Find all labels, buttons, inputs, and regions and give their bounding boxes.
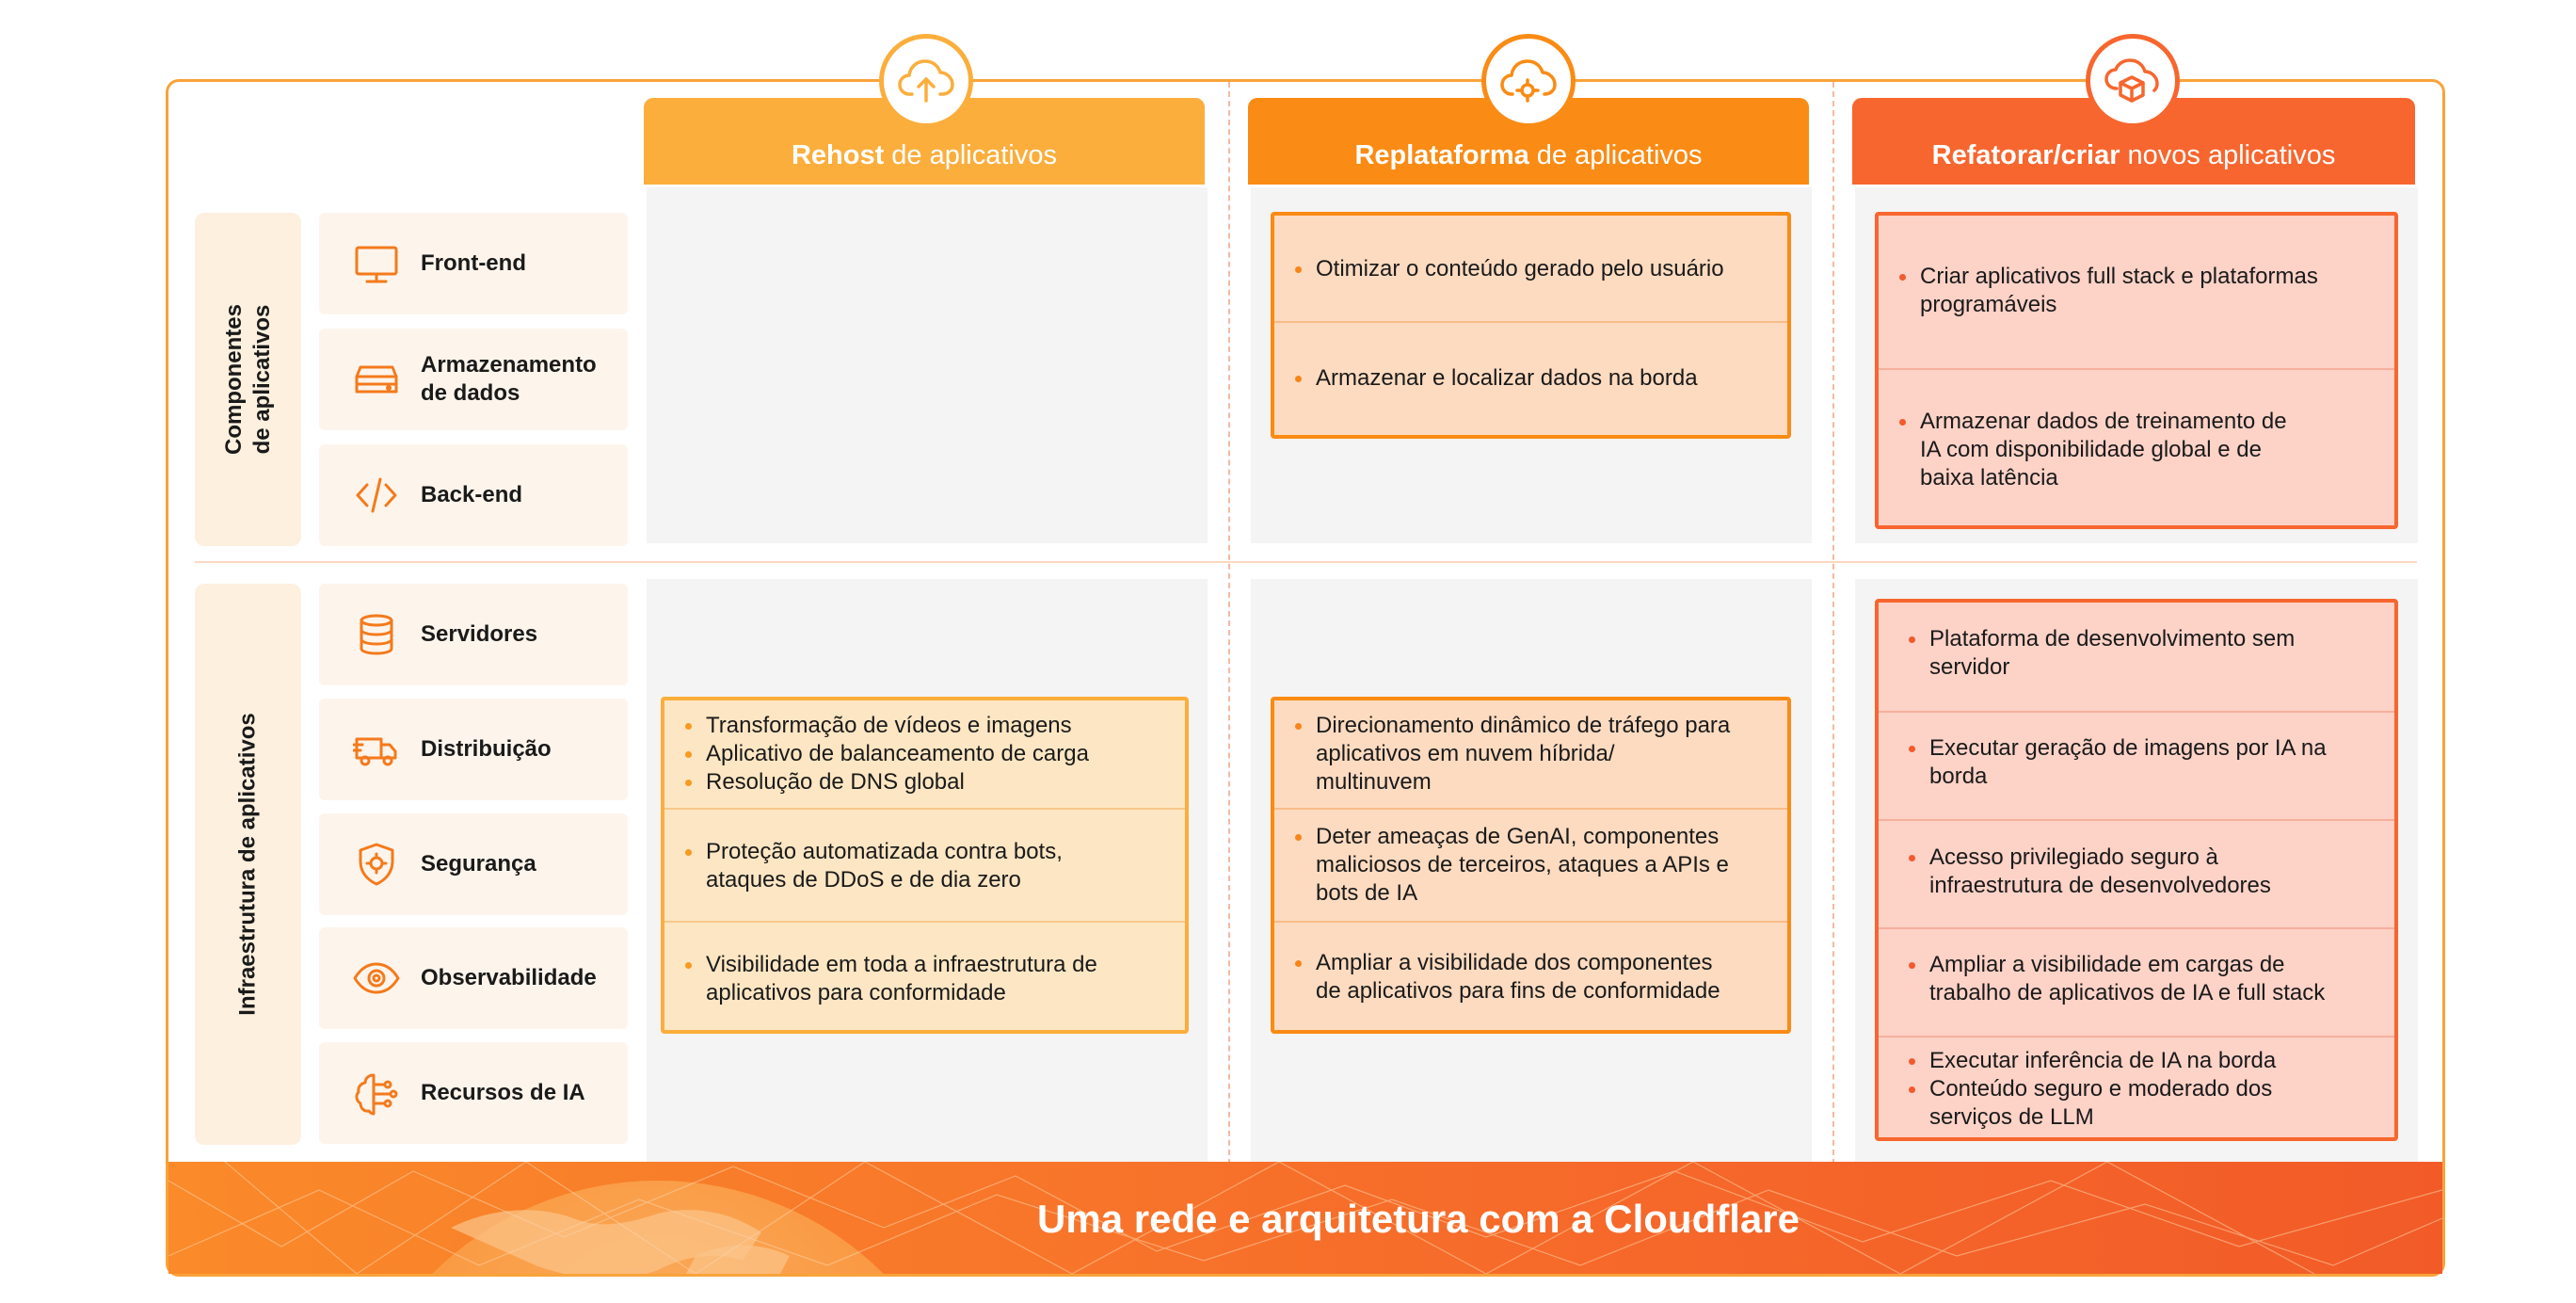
list-item: Armazenar dados de treinamento de IA com disponibilidade global e de baixa latência (1879, 408, 2394, 492)
shield-gear-icon (353, 841, 400, 888)
rehost-column-bg (647, 187, 1208, 543)
rehost-infra-box (661, 697, 1189, 1034)
database-icon (353, 611, 400, 658)
delivery-truck-icon (353, 726, 400, 773)
refatorar-infra-box (1875, 599, 2398, 1141)
row-label: Armazenamento de dados (421, 352, 597, 406)
list-item: Conteúdo seguro e moderado dos serviços de LLM (1879, 1075, 2394, 1132)
column-header-refatorar: Refatorar/criar novos aplicativos (1852, 98, 2415, 185)
list-item: Executar inferência de IA na borda (1879, 1047, 2394, 1075)
list-item: Aplicativo de balanceamento de carga (664, 740, 1185, 768)
list-item: Ampliar a visibilidade dos componentes de aplicativos para fins de conformidade (1274, 949, 1787, 1005)
row-label: Front-end (421, 250, 526, 276)
column-divider (1228, 82, 1230, 1165)
column-header-rehost: Rehost de aplicativos (644, 98, 1205, 185)
cloud-upload-icon (897, 56, 955, 105)
row-front-end (319, 213, 628, 314)
group-components-panel (195, 213, 301, 546)
list-item: Transformação de vídeos e imagens (664, 712, 1185, 740)
row-label: Servidores (421, 621, 538, 647)
list-item: Ampliar a visibilidade em cargas de trabalho de aplicativos de IA e full stack (1879, 951, 2394, 1007)
row-label: Observabilidade (421, 965, 597, 990)
row-distribution (319, 699, 628, 800)
list-item: Deter ameaças de GenAI, componentes maliciosos de terceiros, ataques a APIs e bots de IA (1274, 823, 1787, 908)
section-divider (195, 561, 2417, 563)
row-label: Back-end (421, 482, 523, 507)
group-infrastructure-label: Infraestrutura de aplicativos (234, 713, 261, 1016)
row-ai-resources (319, 1042, 628, 1144)
list-item: Executar geração de imagens por IA na borda (1879, 734, 2394, 791)
footer-title: Uma rede e arquitetura com a Cloudflare (1037, 1197, 1800, 1241)
replataforma-badge (1481, 34, 1576, 128)
replataforma-infra-box (1271, 697, 1791, 1034)
group-components-label: Componentes de aplicativos (220, 303, 275, 456)
eye-icon (353, 955, 400, 1002)
cloud-cube-icon (2104, 56, 2162, 105)
row-label: Recursos de IA (421, 1080, 585, 1105)
footer-banner (168, 1162, 2442, 1274)
ai-brain-icon (353, 1070, 400, 1117)
refatorar-badge (2086, 34, 2180, 128)
column-divider (1832, 82, 1834, 1165)
row-label: Distribuição (421, 736, 552, 762)
list-item: Plataforma de desenvolvimento sem servidor (1879, 625, 2394, 682)
row-back-end (319, 444, 628, 546)
row-security (319, 813, 628, 915)
list-item: Direcionamento dinâmico de tráfego para aplicativos em nuvem híbrida/ multinuvem (1274, 712, 1787, 796)
list-item: Criar aplicativos full stack e plataformas programáveis (1879, 263, 2394, 319)
cloud-gear-icon (1499, 56, 1558, 105)
row-label: Segurança (421, 851, 536, 877)
replataforma-components-box (1271, 212, 1791, 439)
group-infrastructure-panel (195, 584, 301, 1145)
code-icon (353, 472, 400, 519)
list-item: Resolução de DNS global (664, 768, 1185, 796)
rehost-badge (879, 34, 973, 128)
list-item: Proteção automatizada contra bots, ataques de DDoS e de dia zero (664, 838, 1185, 894)
list-item: Visibilidade em toda a infraestrutura de aplicativos para conformidade (664, 951, 1185, 1007)
row-storage (319, 329, 628, 430)
list-item: Otimizar o conteúdo gerado pelo usuário (1274, 255, 1787, 283)
list-item: Acesso privilegiado seguro à infraestrutura de desenvolvedores (1879, 844, 2394, 900)
monitor-icon (353, 240, 400, 287)
column-header-replataforma: Replataforma de aplicativos (1248, 98, 1809, 185)
list-item: Armazenar e localizar dados na borda (1274, 364, 1787, 393)
row-observability (319, 927, 628, 1029)
storage-drive-icon (353, 356, 400, 403)
row-servers (319, 584, 628, 685)
refatorar-components-box (1875, 212, 2398, 529)
